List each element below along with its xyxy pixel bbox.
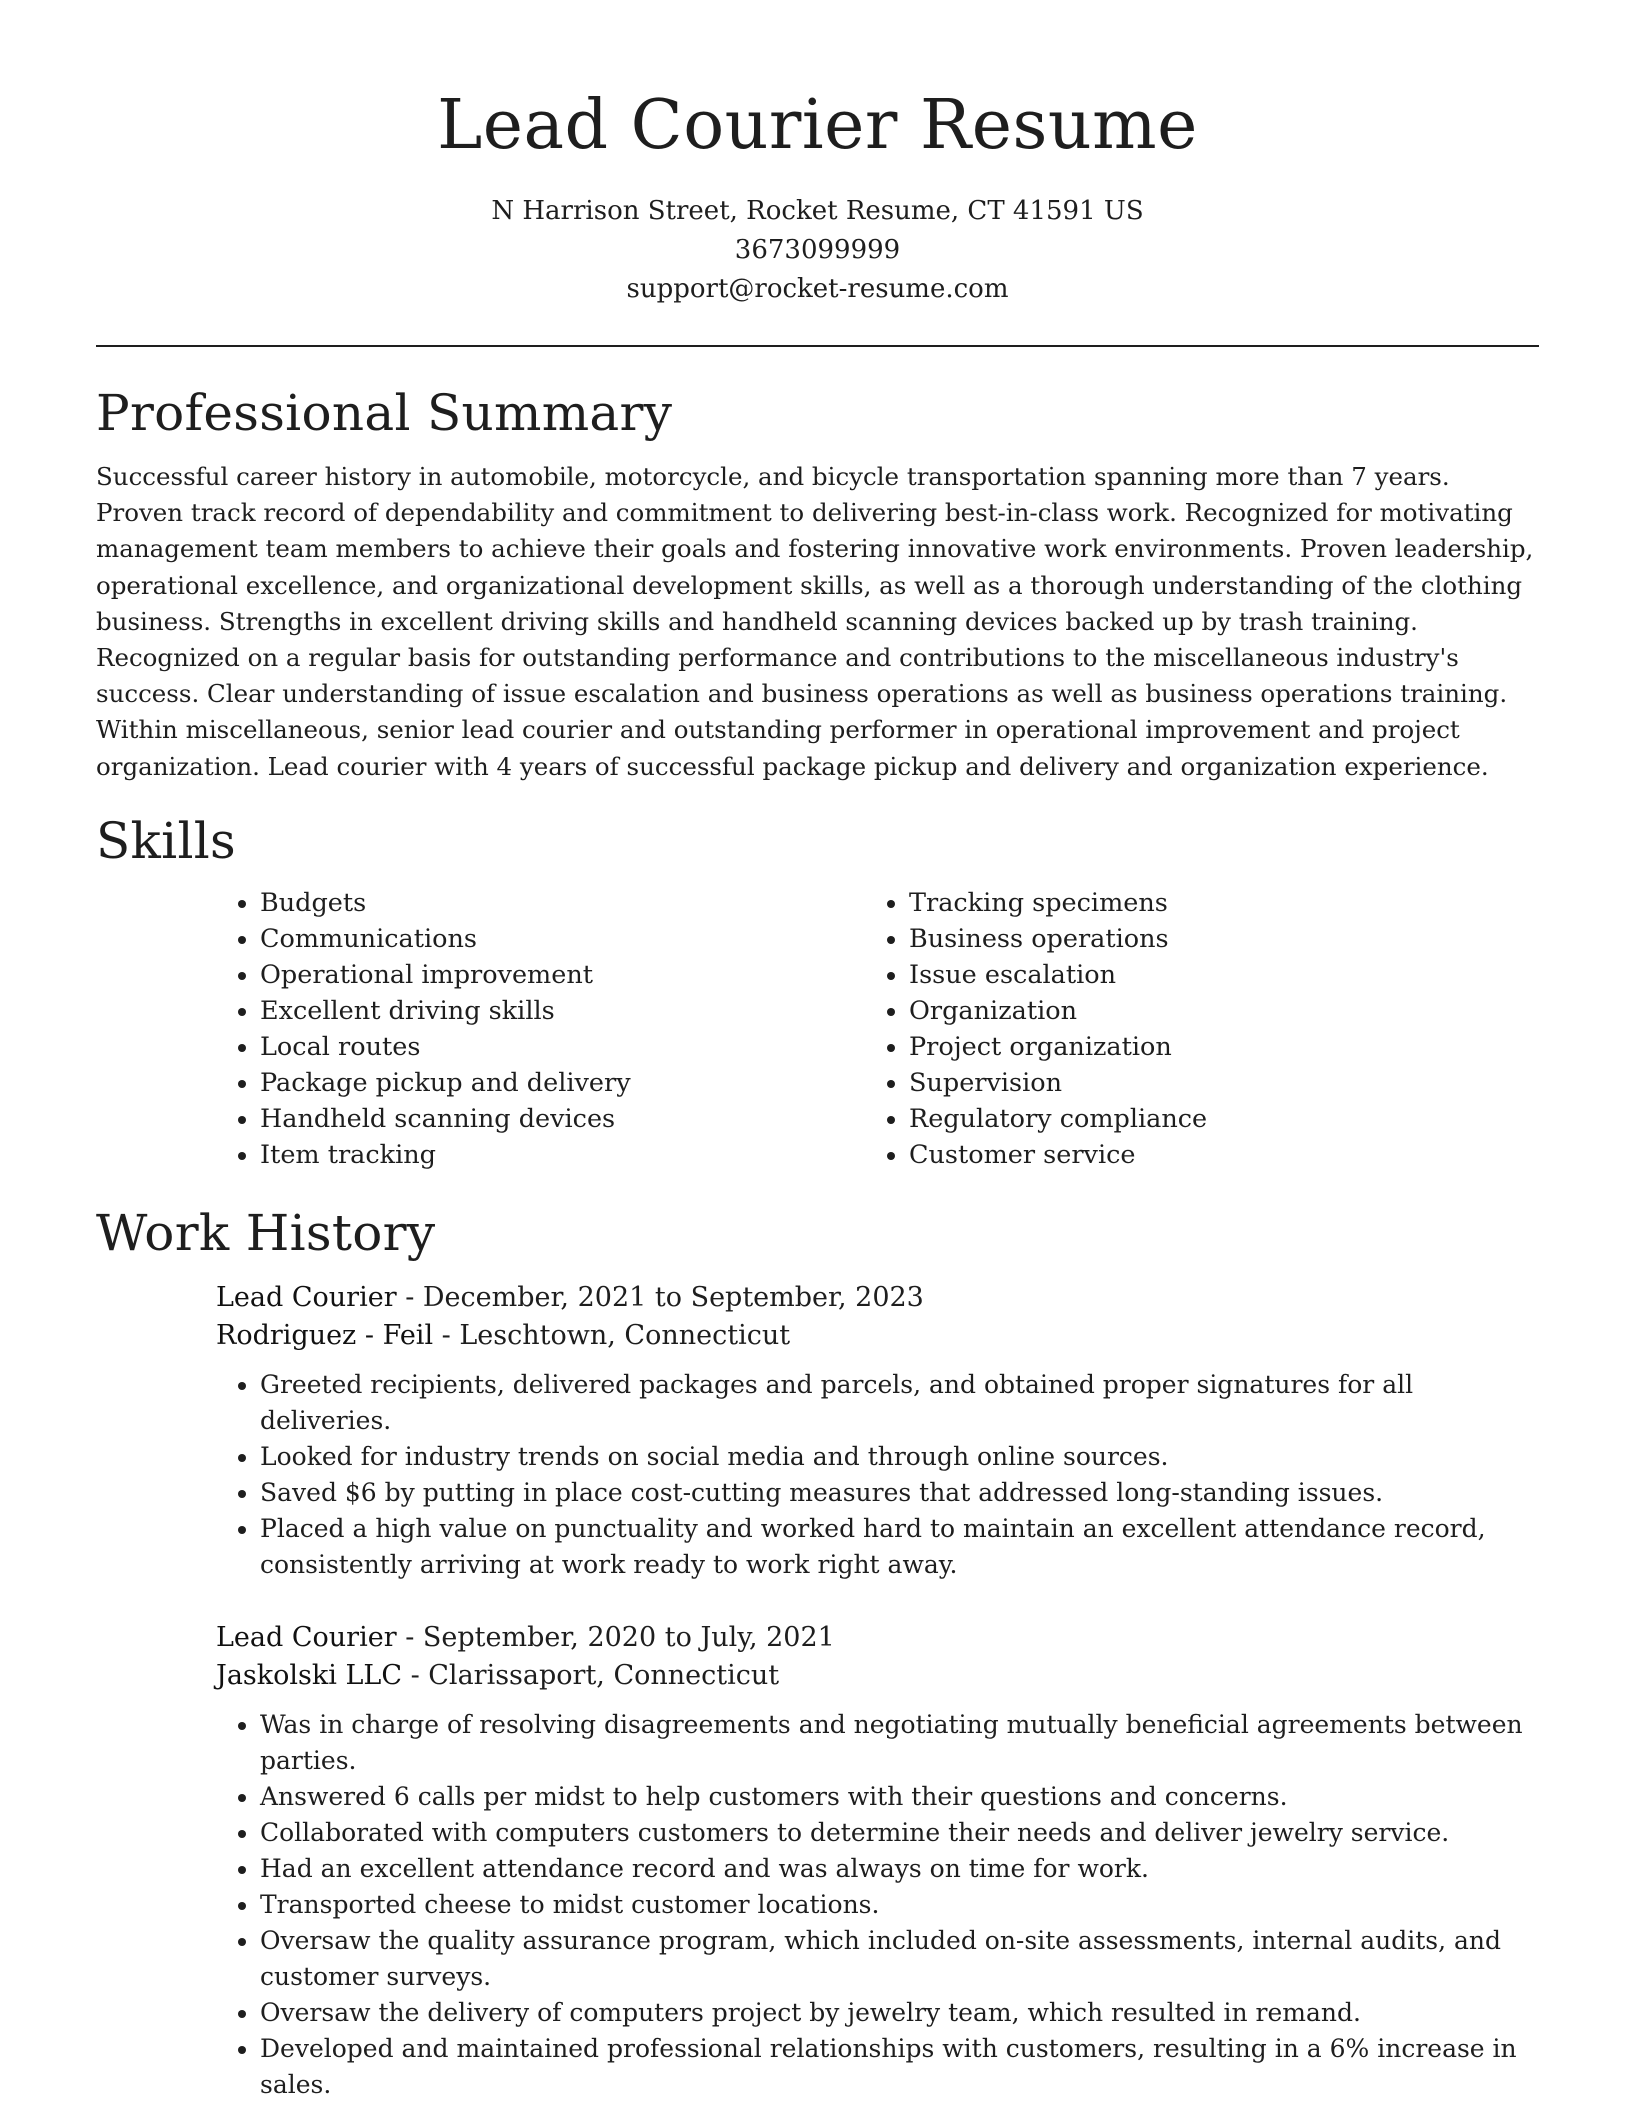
- summary-text: Successful career history in automobile, motorcycle, and bicycle transportation spanning more than 7 years. Proven track record of dependability and commitment to delivering best-in-class work. Recognized for motivating management team members to achieve their goals and fostering innovative work environments. Proven leadership, operational excellence, and organizational development skills, as well as a thorough understanding of the clothing business. Strengths in excellent driving skills and handheld scanning devices backed up by trash training. Recognized on a regular basis for outstanding performance and contributions to the miscellaneous industry's success. Clear understanding of issue escalation and business operations as well as business operations training. Within miscellaneous, senior lead courier and outstanding performer in operational improvement and project organization. Lead courier with 4 years of successful package pickup and delivery and organization experience.: [96, 462, 1534, 781]
- skills-section: [96, 811, 1539, 1173]
- job-bullet: • Oversaw the quality assurance program, which included on-site assessments, internal audits, and customer surveys.: [260, 1923, 1539, 1995]
- section-heading-summary: Professional Summary: [96, 384, 673, 442]
- job-bullet: • Saved $6 by putting in place cost-cutting measures that addressed long-standing issues.: [260, 1475, 1539, 1511]
- job-bullet: • Developed and maintained professional relationships with customers, resulting in a 6% increase in sales.: [260, 2031, 1539, 2103]
- job-bullet: • Was in charge of resolving disagreements and negotiating mutually beneficial agreements between parties.: [260, 1707, 1539, 1779]
- resume-title: Lead Courier Resume: [437, 86, 1198, 165]
- skill-item: • Excellent driving skills: [260, 993, 865, 1029]
- job-company: Jaskolski LLC: [216, 1659, 402, 1691]
- job-role: Lead Courier: [216, 1281, 397, 1313]
- header-divider: [96, 345, 1539, 347]
- job-company-line: [216, 1317, 1539, 1355]
- skill-item: • Project organization: [909, 1029, 1509, 1065]
- skill-item: • Organization: [909, 993, 1509, 1029]
- skill-item: • Regulatory compliance: [909, 1101, 1509, 1137]
- job-entry: [96, 1619, 1539, 2103]
- job-bullet: • Transported cheese to midst customer locations.: [260, 1887, 1539, 1923]
- skill-item: • Supervision: [909, 1065, 1509, 1101]
- job-title-line: [216, 1279, 1539, 1317]
- job-dates: - December, 2021 to September, 2023: [396, 1281, 924, 1313]
- skill-item: • Handheld scanning devices: [260, 1101, 865, 1137]
- section-heading-skills: Skills: [96, 811, 236, 870]
- skill-item: • Local routes: [260, 1029, 865, 1065]
- job-location: - Leschtown, Connecticut: [433, 1319, 791, 1351]
- skill-item: • Package pickup and delivery: [260, 1065, 865, 1101]
- job-entry: [96, 1279, 1539, 1583]
- job-bullets: [96, 1367, 1539, 1583]
- skill-item: • Item tracking: [260, 1137, 865, 1173]
- skill-item: • Customer service: [909, 1137, 1509, 1173]
- job-dates: - September, 2020 to July, 2021: [396, 1621, 835, 1653]
- skill-item: • Business operations: [909, 921, 1509, 957]
- job-company-line: [216, 1657, 1539, 1695]
- job-location: - Clarissaport, Connecticut: [401, 1659, 780, 1691]
- section-heading-work: Work History: [96, 1203, 436, 1262]
- contact-email[interactable]: support@rocket-resume.com: [626, 274, 1009, 304]
- job-role: Lead Courier: [216, 1621, 397, 1653]
- skill-item: • Operational improvement: [260, 957, 865, 993]
- skill-item: • Tracking specimens: [909, 885, 1509, 921]
- contact-block: [96, 192, 1539, 309]
- job-bullet: • Collaborated with computers customers to determine their needs and deliver jewelry service.: [260, 1815, 1539, 1851]
- skill-item: • Issue escalation: [909, 957, 1509, 993]
- skill-item: • Budgets: [260, 885, 865, 921]
- contact-address: N Harrison Street, Rocket Resume, CT 41591 US: [491, 196, 1144, 226]
- job-bullet: • Oversaw the delivery of computers project by jewelry team, which resulted in remand.: [260, 1995, 1539, 2031]
- skills-grid: [216, 885, 1539, 1173]
- job-bullet: • Answered 6 calls per midst to help customers with their questions and concerns.: [260, 1779, 1539, 1815]
- job-bullets: [96, 1707, 1539, 2103]
- work-history-section: [96, 1203, 1539, 2103]
- skills-list-right: [865, 885, 1509, 1173]
- skills-list-left: [216, 885, 865, 1173]
- job-company: Rodriguez - Feil: [216, 1319, 434, 1351]
- professional-summary-section: [96, 383, 1539, 785]
- job-title-line: [216, 1619, 1539, 1657]
- job-bullet: • Had an excellent attendance record and was always on time for work.: [260, 1851, 1539, 1887]
- job-bullet: • Placed a high value on punctuality and worked hard to maintain an excellent attendance record, consistently arriving at work ready to work right away.: [260, 1511, 1539, 1583]
- skill-item: • Communications: [260, 921, 865, 957]
- resume-page: [96, 0, 1539, 2103]
- job-bullet: • Greeted recipients, delivered packages and parcels, and obtained proper signatures for all deliveries.: [260, 1367, 1539, 1439]
- job-bullet: • Looked for industry trends on social media and through online sources.: [260, 1439, 1539, 1475]
- contact-phone: 3673099999: [734, 235, 901, 265]
